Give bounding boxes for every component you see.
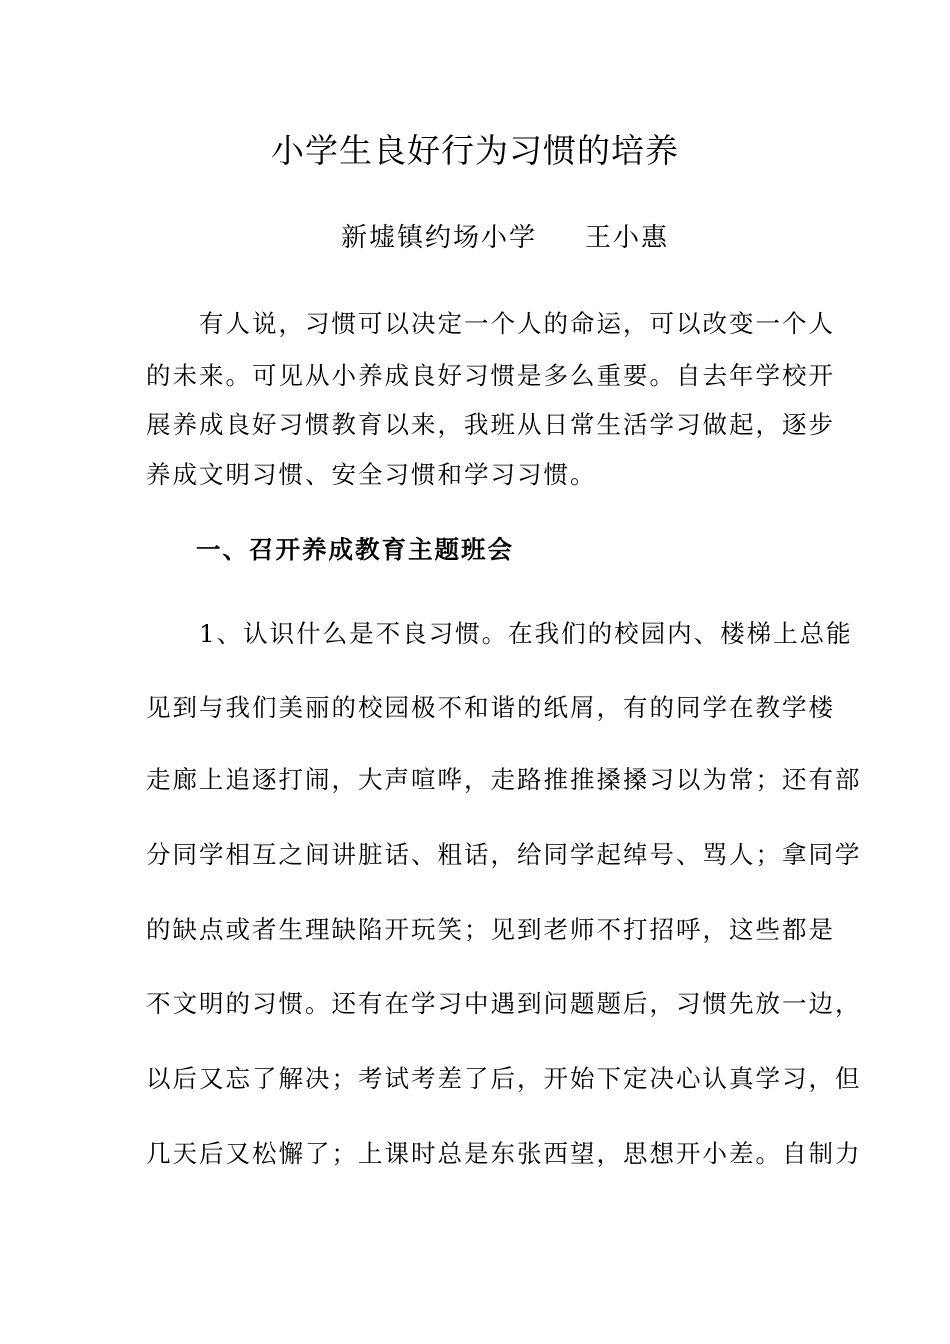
intro-line: 有人说，习惯可以决定一个人的命运，可以改变一个人 [146, 309, 835, 338]
body-line: 分同学相互之间讲脏话、粗话，给同学起绰号、骂人；拿同学 [146, 840, 862, 869]
body-line: 的缺点或者生理缺陷开玩笑；见到老师不打招呼，这些都是 [146, 915, 835, 944]
body-line: 1、认识什么是不良习惯。在我们的校园内、楼梯上总能 [146, 619, 853, 648]
byline [0, 218, 950, 258]
intro-line: 的未来。可见从小养成良好习惯是多么重要。自去年学校开 [146, 361, 835, 390]
document-title: 小学生良好行为习惯的培养 [271, 131, 679, 170]
intro-line: 养成文明习惯、安全习惯和学习习惯。 [146, 460, 597, 489]
body-line: 不文明的习惯。还有在学习中遇到问题题后，习惯先放一边， [146, 989, 862, 1018]
body-line: 走廊上追逐打闹，大声喧哗，走路推推搡搡习以为常；还有部 [146, 765, 862, 794]
byline-school: 新墟镇约场小学 [340, 223, 537, 253]
body-line: 见到与我们美丽的校园极不和谐的纸屑，有的同学在教学楼 [146, 693, 835, 722]
section-heading: 一、召开养成教育主题班会 [196, 535, 514, 564]
byline-author: 王小惠 [585, 223, 670, 253]
intro-line: 展养成良好习惯教育以来，我班从日常生活学习做起，逐步 [146, 410, 835, 439]
body-line: 以后又忘了解决；考试考差了后，开始下定决心认真学习，但 [146, 1064, 862, 1093]
body-line: 几天后又松懈了；上课时总是东张西望，思想开小差。自制力 [146, 1139, 862, 1168]
